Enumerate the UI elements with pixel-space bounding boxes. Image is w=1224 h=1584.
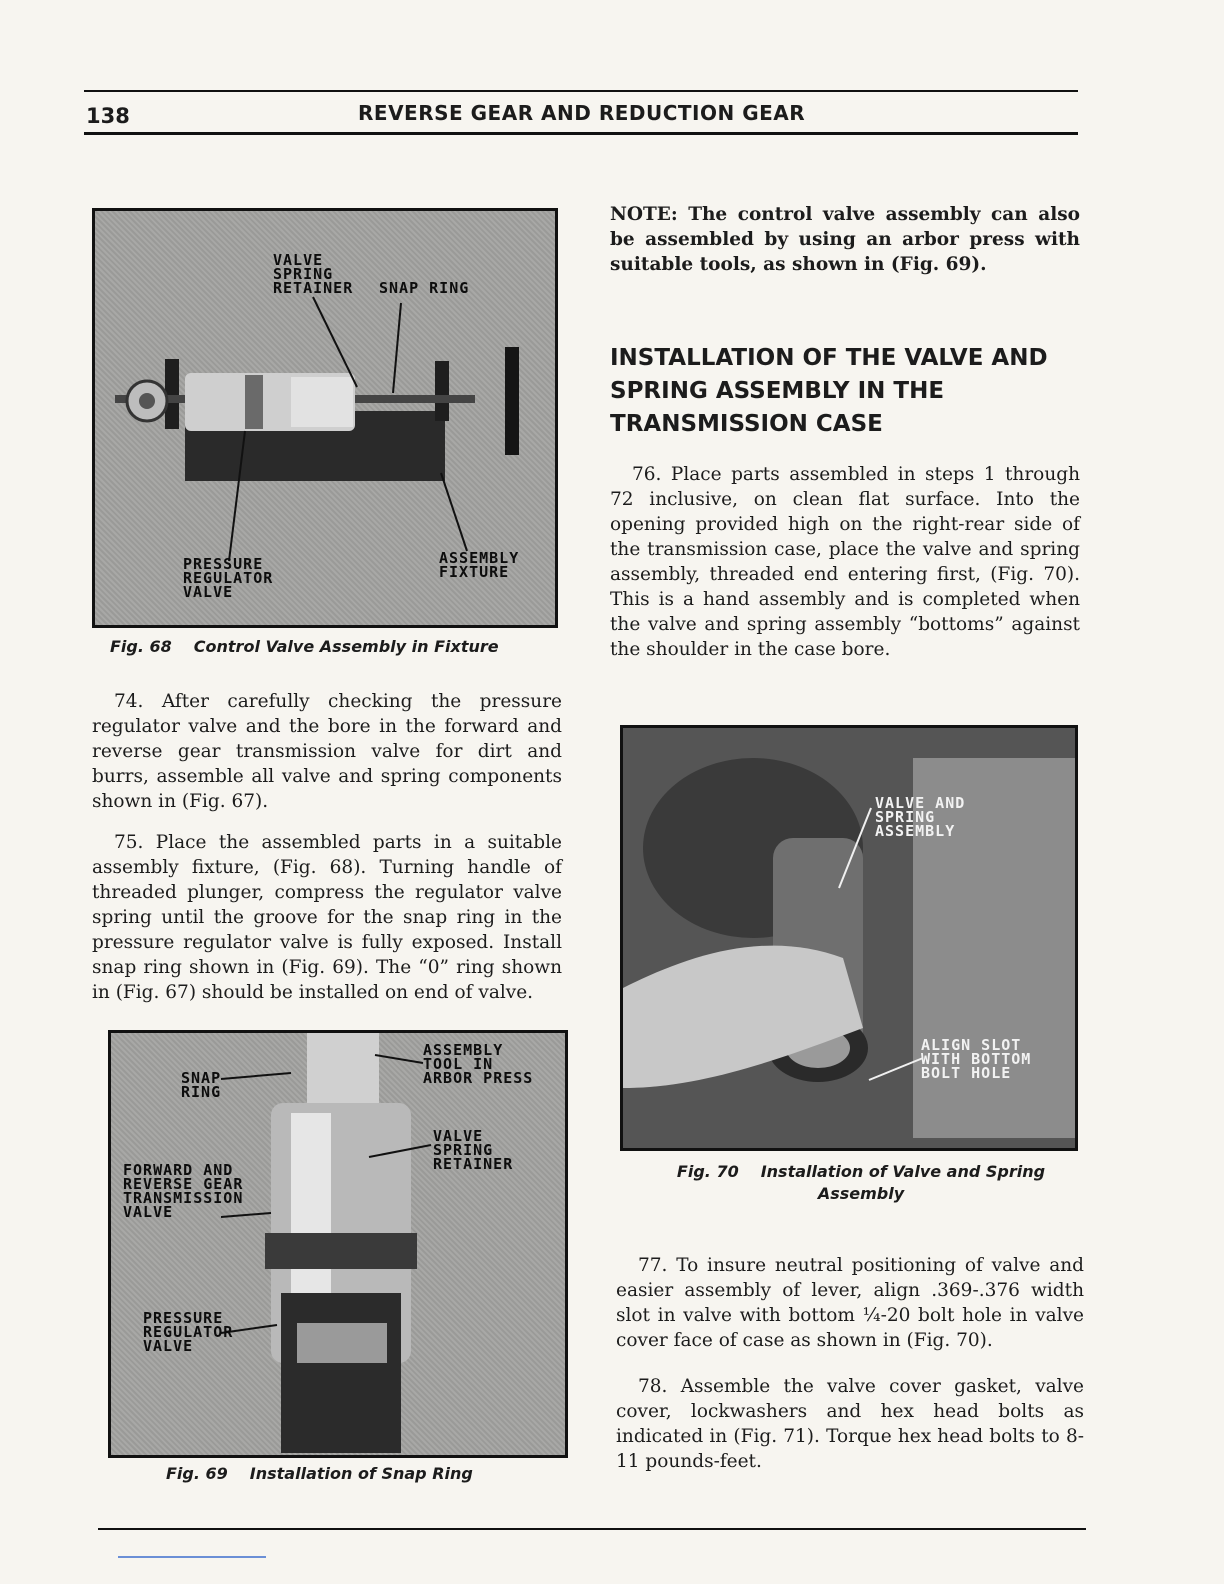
paragraph-77-text: To insure neutral positioning of valve and easier assembly of lever, align .369-.376 width slot in valve with bottom ¼-20 bolt hole in valve cover face of case as shown in (Fig. 70). (616, 1255, 1084, 1351)
paragraph-78-text: Assemble the valve cover gasket, valve cover, lockwashers and hex head bolts as indicated in (Fig. 71). Torque hex head bolts to 8-11 pounds-feet. (616, 1376, 1084, 1472)
label-snap-ring-69: SNAP RING (181, 1069, 222, 1101)
paragraph-78 (616, 1374, 1084, 1474)
label-forward-reverse-valve: FORWARD AND REVERSE GEAR TRANSMISSION VALVE (123, 1161, 244, 1221)
figure-68-number: Fig. 68 (110, 637, 172, 656)
label-align-slot: ALIGN SLOT WITH BOTTOM BOLT HOLE (921, 1036, 1032, 1082)
figure-70-photo (620, 725, 1078, 1151)
paragraph-77-number: 77. (638, 1255, 668, 1276)
paragraph-75-number: 75. (114, 832, 144, 853)
figure-69-photo (108, 1030, 568, 1458)
section-heading: INSTALLATION OF THE VALVE AND SPRING ASSEMBLY IN THE TRANSMISSION CASE (610, 345, 1048, 437)
figure-69-caption (166, 1463, 473, 1485)
figure-68-photo (92, 208, 558, 628)
label-assembly-tool: ASSEMBLY TOOL IN ARBOR PRESS (423, 1041, 534, 1087)
figure-70-caption (646, 1161, 1076, 1205)
arbor-press-illustration (111, 1033, 565, 1455)
paragraph-75 (92, 830, 562, 1005)
figure-68-caption (110, 636, 499, 658)
figure-70-number: Fig. 70 (676, 1162, 739, 1181)
page-number: 138 (86, 104, 130, 128)
paragraph-78-number: 78. (638, 1376, 668, 1397)
header-bottom-rule (84, 132, 1078, 135)
valve-installation-illustration (623, 728, 1075, 1148)
paragraph-74 (92, 689, 562, 814)
label-pressure-regulator-valve: PRESSURE REGULATOR VALVE (183, 555, 274, 601)
paragraph-75-text: Place the assembled parts in a suitable assembly fixture, (Fig. 68). Turning handle of threaded plunger, compress the regulator valve spring until the groove for the snap ring in the pressure regulator valve is fully exposed. Install snap ring shown in (Fig. 69). The “0” ring shown in (Fig. 67) should be installed on end of valve. (92, 832, 562, 1003)
figure-69-number: Fig. 69 (166, 1464, 228, 1483)
label-valve-spring-retainer-69: VALVE SPRING RETAINER (433, 1127, 514, 1173)
footer-rule (98, 1528, 1086, 1530)
paragraph-76-number: 76. (632, 464, 662, 485)
paragraph-74-number: 74. (114, 691, 144, 712)
label-valve-spring-assembly: VALVE AND SPRING ASSEMBLY (875, 794, 966, 840)
label-pressure-regulator-valve-69: PRESSURE REGULATOR VALVE (143, 1309, 234, 1355)
page-title: REVERSE GEAR AND REDUCTION GEAR (358, 101, 806, 125)
paragraph-74-text: After carefully checking the pressure regulator valve and the bore in the forward and reverse gear transmission valve for dirt and burrs, assemble all valve and spring components shown in (Fig. 67). (92, 691, 562, 812)
header-top-rule (84, 90, 1078, 92)
label-valve-spring-retainer: VALVE SPRING RETAINER (273, 251, 354, 297)
paragraph-76 (610, 462, 1080, 662)
figure-69-caption-text: Installation of Snap Ring (249, 1464, 473, 1483)
paragraph-77 (616, 1253, 1084, 1353)
label-assembly-fixture: ASSEMBLY FIXTURE (439, 549, 520, 581)
figure-70-caption-text: Installation of Valve and Spring Assembly (760, 1162, 1046, 1203)
label-snap-ring: SNAP RING (379, 279, 470, 297)
paragraph-76-text: Place parts assembled in steps 1 through 72 inclusive, on clean flat surface. Into the opening provided high on the right-rear side of the transmission case, place the valve and spring assembly, threaded end entering first, (Fig. 70). This is a hand assembly and is completed when the valve and spring assembly “bottoms” against the shoulder in the case bore. (610, 464, 1080, 660)
figure-68-caption-text: Control Valve Assembly in Fixture (193, 637, 499, 656)
note-paragraph: NOTE: The control valve assembly can also be assembled by using an arbor press with suitable tools, as shown in (Fig. 69). (610, 204, 1080, 275)
footer-accent-line (118, 1556, 266, 1558)
